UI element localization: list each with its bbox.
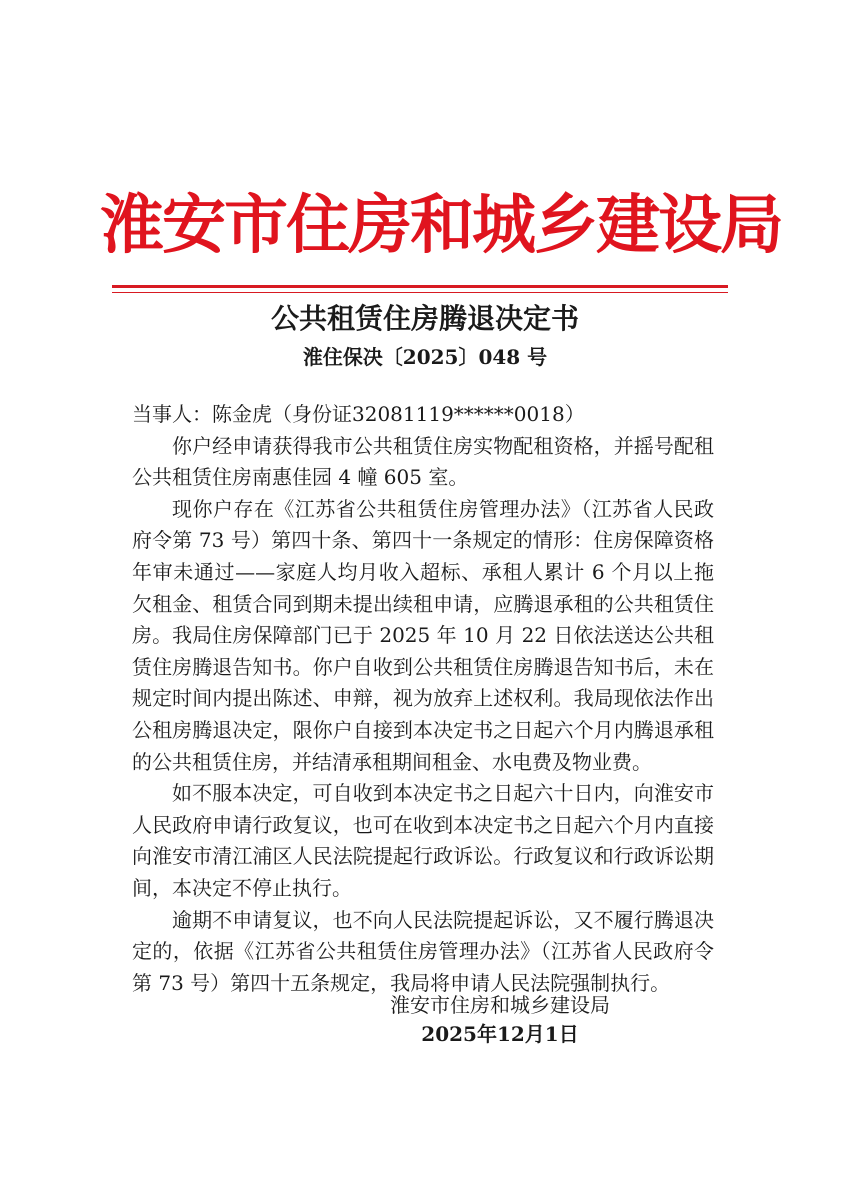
masthead-org-name: 淮安市住房和城乡建设局 xyxy=(100,189,782,263)
body-paragraph: 逾期不申请复议，也不向人民法院提起诉讼，又不履行腾退决定的，依据《江苏省公共租赁住房管理办法》（江苏省人民政府令第 73 号）第四十五条规定，我局将申请人民法院强制执行。 xyxy=(132,907,714,995)
body-paragraph: 现你户存在《江苏省公共租赁住房管理办法》（江苏省人民政府令第 73 号）第四十条、第四十一条规定的情形：住房保障资格年审未通过——家庭人均月收入超标、承租人累计 6 个月以上拖欠租金、租赁合同到期未提出续租申请，应腾退承租的公共租赁住房。我局住房保障部门已于 2025 年 10 月 22 日依法送达公共租赁住房腾退告知书。你户自收到公共租赁住房腾退告知书后，未在规定时间内提出陈述、申辩，视为放弃上述权利。我局现依法作出公租房腾退决定，限你户自接到本决定书之日起六个月内腾退承租的公共租赁住房，并结清承租期间租金、水电费及物业费。 xyxy=(132,496,714,774)
masthead-rule-thick xyxy=(112,285,728,288)
signature-org: 淮安市住房和城乡建设局 xyxy=(390,993,610,1017)
document-number: 淮住保决〔2025〕048 号 xyxy=(302,345,548,369)
masthead-rule-thin xyxy=(112,292,728,293)
signature-date: 2025年12月1日 xyxy=(421,1022,579,1046)
document-body xyxy=(132,399,714,999)
document-title: 公共租赁住房腾退决定书 xyxy=(270,302,579,335)
party-line: 当事人：陈金虎（身份证32081119******0018） xyxy=(132,402,585,426)
body-paragraph: 你户经申请获得我市公共租赁住房实物配租资格，并摇号配租公共租赁住房南惠佳园 4 幢 605 室。 xyxy=(132,433,714,490)
body-paragraph: 如不服本决定，可自收到本决定书之日起六十日内，向淮安市人民政府申请行政复议，也可在收到本决定书之日起六个月内直接向淮安市清江浦区人民法院提起行政诉讼。行政复议和行政诉讼期间，本决定不停止执行。 xyxy=(132,781,714,900)
